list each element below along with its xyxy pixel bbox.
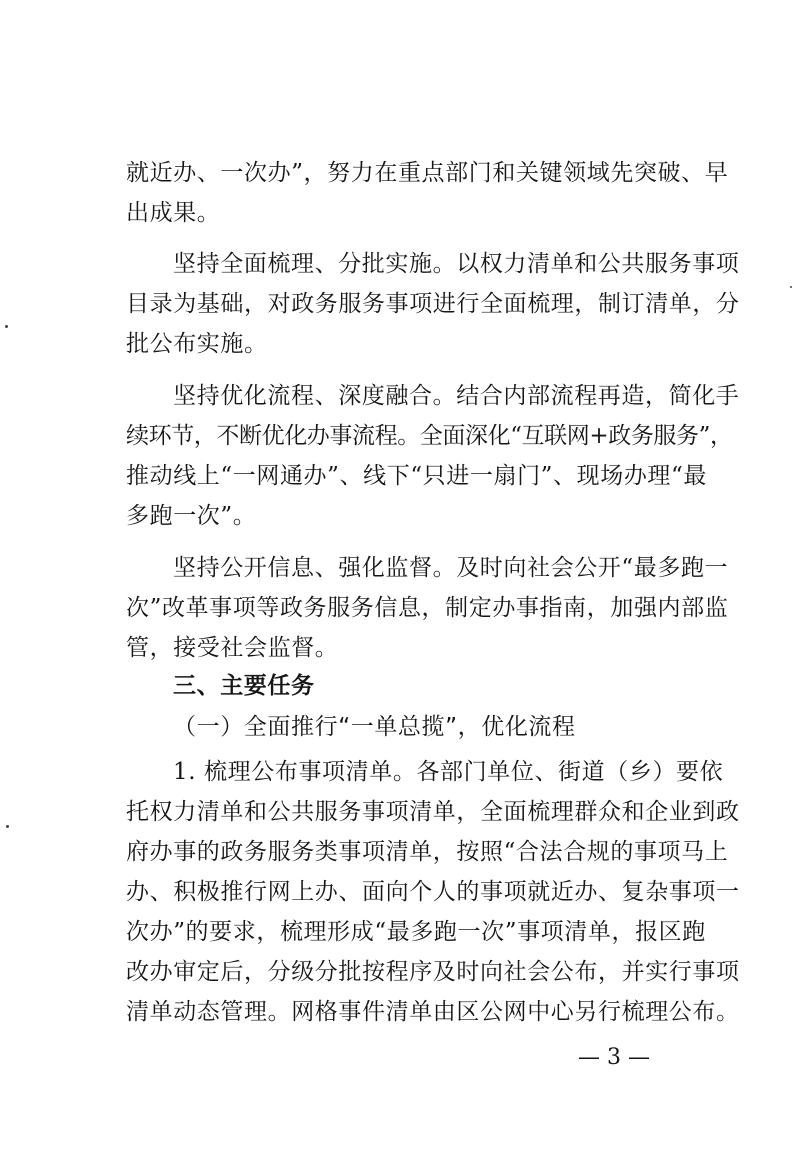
paragraph-line: 清单动态管理。网格事件清单由区公网中心另行梳理公布。 <box>126 999 740 1025</box>
paragraph-line: 目录为基础，对政务服务事项进行全面梳理，制订清单，分 <box>126 291 740 317</box>
paragraph-line: 坚持公开信息、强化监督。及时向社会公开“最多跑一 <box>173 555 729 581</box>
paragraph-line: 1. 梳理公布事项清单。各部门单位、街道（乡）要依 <box>173 759 724 785</box>
scan-speck <box>5 325 8 328</box>
page-number: — 3 — <box>578 1045 650 1070</box>
paragraph-line: 办、积极推行网上办、面向个人的事项就近办、复杂事项一 <box>126 879 740 905</box>
paragraph-line: 就近办、一次办”，努力在重点部门和关键领域先突破、早 <box>126 160 729 186</box>
scan-speck <box>6 825 9 828</box>
subsection-heading: （一）全面推行“一单总揽”，优化流程 <box>173 714 576 740</box>
paragraph-line: 府办事的政务服务类事项清单，按照“合法合规的事项马上 <box>126 839 729 865</box>
paragraph-line: 托权力清单和公共服务事项清单，全面梳理群众和企业到政 <box>126 799 740 825</box>
paragraph-line: 次”改革事项等政务服务信息，制定办事指南，加强内部监 <box>126 595 729 621</box>
scan-speck <box>790 286 792 288</box>
paragraph-line: 批公布实施。 <box>126 331 268 357</box>
section-heading: 三、主要任务 <box>173 673 315 699</box>
paragraph-line: 出成果。 <box>126 200 221 226</box>
paragraph-line: 改办审定后，分级分批按程序及时向社会公布，并实行事项 <box>126 959 740 985</box>
paragraph-line: 推动线上“一网通办”、线下“只进一扇门”、现场办理“最 <box>126 463 707 489</box>
paragraph-line: 坚持全面梳理、分批实施。以权力清单和公共服务事项 <box>173 251 740 277</box>
paragraph-line: 管，接受社会监督。 <box>126 635 339 661</box>
paragraph-line: 次办”的要求，梳理形成“最多跑一次”事项清单，报区跑 <box>126 919 706 945</box>
paragraph-line: 多跑一次”。 <box>126 503 257 529</box>
paragraph-line: 续环节，不断优化办事流程。全面深化“互联网+政务服务”， <box>126 423 733 449</box>
paragraph-line: 坚持优化流程、深度融合。结合内部流程再造，简化手 <box>173 383 740 409</box>
